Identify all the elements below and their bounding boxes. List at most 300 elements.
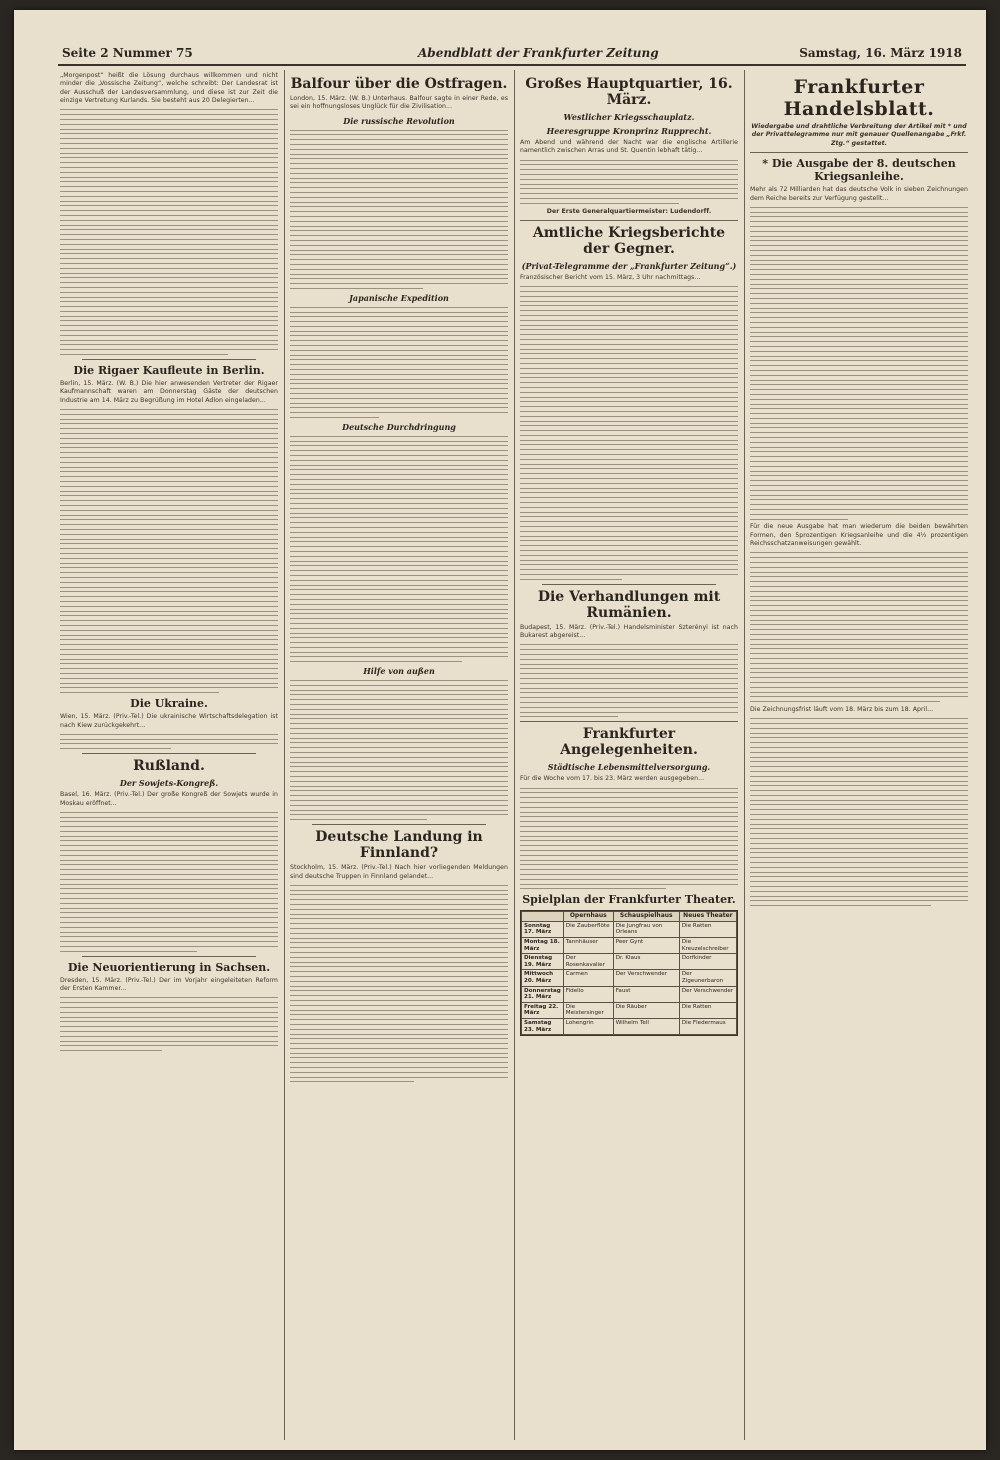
print-line xyxy=(60,330,278,331)
theatre-cell: Freitag 22. März xyxy=(522,1002,564,1018)
print-line xyxy=(520,468,738,469)
text-block xyxy=(60,409,278,693)
print-line xyxy=(750,279,968,280)
print-line xyxy=(520,840,738,841)
print-line xyxy=(60,476,278,477)
print-line xyxy=(60,1012,278,1013)
print-line xyxy=(750,360,968,361)
print-line xyxy=(520,339,738,340)
text-block xyxy=(520,788,738,890)
print-line xyxy=(290,1010,508,1011)
print-line xyxy=(290,144,508,145)
print-line xyxy=(60,292,278,293)
print-line xyxy=(60,826,278,827)
column-2 xyxy=(290,72,508,1438)
print-line xyxy=(290,728,508,729)
print-line xyxy=(290,633,508,634)
handelsblatt-subtitle: Wiedergabe und drahtliche Verbreitung der Artikel mit * und der Privattelegramme nur mit genauer Quellenangabe „Frkf. Ztg.“ gestattet. xyxy=(751,123,967,147)
print-line xyxy=(750,384,968,385)
print-line xyxy=(290,585,508,586)
print-line xyxy=(520,564,738,565)
print-line xyxy=(60,922,278,923)
print-line xyxy=(750,862,968,863)
theatre-cell: Dr. Klaus xyxy=(613,954,679,970)
print-line xyxy=(60,635,278,636)
print-line xyxy=(60,879,278,880)
theatre-cell: Die Jungfrau von Orleans xyxy=(613,921,679,937)
table-row xyxy=(522,1019,737,1035)
print-line xyxy=(60,821,278,822)
print-line xyxy=(290,1048,508,1049)
print-line xyxy=(60,908,278,909)
print-line xyxy=(290,957,508,958)
print-line xyxy=(60,850,278,851)
print-line xyxy=(60,673,278,674)
print-line xyxy=(290,388,508,389)
print-line xyxy=(520,879,738,880)
print-line xyxy=(750,891,968,892)
print-line xyxy=(290,933,508,934)
print-line xyxy=(520,864,738,865)
print-line xyxy=(750,668,968,669)
print-line xyxy=(290,465,508,466)
print-line xyxy=(60,932,278,933)
print-line xyxy=(290,1053,508,1054)
print-line xyxy=(60,234,278,235)
print-line xyxy=(60,620,278,621)
print-line xyxy=(750,663,968,664)
print-line xyxy=(290,197,508,198)
print-line xyxy=(520,344,738,345)
headline-frankfurt: Frankfurter Angelegenheiten. xyxy=(560,726,698,759)
print-line xyxy=(60,263,278,264)
print-line xyxy=(750,216,968,217)
print-line xyxy=(60,452,278,453)
print-line xyxy=(60,225,278,226)
print-line xyxy=(750,447,968,448)
print-line xyxy=(750,303,968,304)
print-line xyxy=(60,591,278,592)
print-line xyxy=(750,504,968,505)
print-line xyxy=(290,335,508,336)
print-line xyxy=(60,625,278,626)
print-line xyxy=(290,790,508,791)
print-line xyxy=(520,349,738,350)
print-line xyxy=(290,178,508,179)
print-line xyxy=(750,418,968,419)
print-line xyxy=(290,158,508,159)
print-line xyxy=(750,356,968,357)
print-line xyxy=(750,687,968,688)
print-line xyxy=(290,479,508,480)
print-line xyxy=(290,383,508,384)
print-line xyxy=(290,149,508,150)
print-line xyxy=(520,179,738,180)
print-line xyxy=(290,885,508,886)
print-line xyxy=(750,327,968,328)
print-line xyxy=(290,532,508,533)
print-line xyxy=(520,198,738,199)
theatre-cell: Tannhäuser xyxy=(563,938,613,954)
print-line xyxy=(290,340,508,341)
print-line xyxy=(290,187,508,188)
print-line xyxy=(60,869,278,870)
print-line xyxy=(520,560,738,561)
print-line xyxy=(290,216,508,217)
print-line xyxy=(750,514,968,515)
print-line xyxy=(60,678,278,679)
print-line xyxy=(750,833,968,834)
print-line xyxy=(520,406,738,407)
print-line xyxy=(750,298,968,299)
print-line xyxy=(60,438,278,439)
print-line xyxy=(750,413,968,414)
theatre-header: Schauspielhaus xyxy=(613,912,679,922)
theatre-cell: Carmen xyxy=(563,970,613,986)
print-line xyxy=(290,604,508,605)
print-line xyxy=(60,743,278,744)
article-sachsen: Dresden, 15. März. (Priv.-Tel.) Der im Vorjahr eingeleiteten Reform der Ersten Kammer... xyxy=(60,976,278,993)
print-line xyxy=(750,236,968,237)
print-line xyxy=(60,423,278,424)
print-line xyxy=(60,596,278,597)
print-line xyxy=(60,1021,278,1022)
print-line xyxy=(520,397,738,398)
print-line xyxy=(520,697,738,698)
print-line xyxy=(290,379,508,380)
print-line xyxy=(750,451,968,452)
theatre-cell: Fidelio xyxy=(563,986,613,1002)
theatre-table xyxy=(520,910,738,1036)
print-line xyxy=(290,952,508,953)
print-line xyxy=(750,221,968,222)
print-line xyxy=(290,561,508,562)
newspaper-page xyxy=(14,10,986,1450)
print-line xyxy=(750,733,968,734)
print-line xyxy=(750,648,968,649)
print-line xyxy=(290,154,508,155)
print-line xyxy=(290,613,508,614)
print-line xyxy=(290,259,508,260)
print-line xyxy=(290,182,508,183)
print-line xyxy=(750,332,968,333)
print-line xyxy=(60,639,278,640)
print-line xyxy=(520,164,738,165)
print-line xyxy=(60,491,278,492)
print-line xyxy=(750,620,968,621)
print-line xyxy=(750,692,968,693)
theatre-title: Spielplan der Frankfurter Theater. xyxy=(522,893,736,907)
print-line xyxy=(290,474,508,475)
print-line xyxy=(750,509,968,510)
print-line xyxy=(520,807,738,808)
page-number: Seite 2 Nummer 75 xyxy=(62,46,193,60)
print-line xyxy=(290,1072,508,1073)
print-line xyxy=(290,899,508,900)
print-line xyxy=(60,287,278,288)
text-block xyxy=(60,734,278,749)
theatre-header xyxy=(522,912,564,922)
print-line xyxy=(290,469,508,470)
print-line xyxy=(290,436,508,437)
article-gegner: Französischer Bericht vom 15. März, 3 Uhr nachmittags... xyxy=(520,273,701,281)
print-line xyxy=(520,305,738,306)
print-line xyxy=(60,1050,162,1051)
print-line xyxy=(290,1014,508,1015)
print-line xyxy=(60,649,278,650)
print-line xyxy=(520,673,738,674)
print-line xyxy=(520,286,738,287)
theatre-cell: Sonntag 17. März xyxy=(522,921,564,937)
print-line xyxy=(750,867,968,868)
print-line xyxy=(290,274,508,275)
print-line xyxy=(60,167,278,168)
text-block xyxy=(290,436,508,662)
print-line xyxy=(750,408,968,409)
print-line xyxy=(520,188,738,189)
print-line xyxy=(290,226,508,227)
print-line xyxy=(60,500,278,501)
theatre-cell: Wilhelm Tell xyxy=(613,1019,679,1035)
article-hauptquartier: Am Abend und während der Nacht war die englische Artillerie namentlich zwischen Arras und St. Quentin lebhaft tätig... xyxy=(520,139,738,155)
print-line xyxy=(750,696,968,697)
print-line xyxy=(520,692,738,693)
print-line xyxy=(290,690,508,691)
print-line xyxy=(60,447,278,448)
print-line xyxy=(60,548,278,549)
print-line xyxy=(60,927,278,928)
article-rumaenien: Budapest, 15. März. (Priv.-Tel.) Handelsminister Szterényi ist nach Bukarest abgereist... xyxy=(520,623,738,640)
print-line xyxy=(60,601,278,602)
print-line xyxy=(60,912,278,913)
print-line xyxy=(750,250,968,251)
subhead-revolution: Die russische Revolution xyxy=(343,115,455,126)
theatre-header: Neues Theater xyxy=(679,912,736,922)
print-line xyxy=(60,1007,278,1008)
print-line xyxy=(60,817,278,818)
print-line xyxy=(750,757,968,758)
print-line xyxy=(60,210,278,211)
print-line xyxy=(60,249,278,250)
print-line xyxy=(290,230,508,231)
print-line xyxy=(290,331,508,332)
print-line xyxy=(60,539,278,540)
print-line xyxy=(750,461,968,462)
print-line xyxy=(60,812,278,813)
print-line xyxy=(290,918,508,919)
subhead-gegner: (Privat-Telegramme der „Frankfurter Zeitung“.) xyxy=(521,260,737,271)
print-line xyxy=(520,668,738,669)
print-line xyxy=(60,273,278,274)
print-line xyxy=(290,163,508,164)
headline-rigaer: Die Rigaer Kaufleute in Berlin. xyxy=(73,364,265,378)
print-line xyxy=(290,810,508,811)
print-line xyxy=(290,484,508,485)
print-line xyxy=(520,387,738,388)
print-line xyxy=(290,503,508,504)
print-line xyxy=(60,229,278,230)
text-block xyxy=(750,552,968,702)
print-line xyxy=(290,909,508,910)
print-line xyxy=(60,510,278,511)
print-line xyxy=(750,375,968,376)
print-line xyxy=(60,917,278,918)
text-block xyxy=(290,307,508,418)
print-line xyxy=(290,1000,508,1001)
print-line xyxy=(520,507,738,508)
print-line xyxy=(60,282,278,283)
print-line xyxy=(60,898,278,899)
text-block xyxy=(60,997,278,1051)
print-line xyxy=(60,734,278,735)
theatre-cell: Die Kreuzelschreiber xyxy=(679,938,736,954)
print-line xyxy=(290,168,508,169)
print-line xyxy=(750,615,968,616)
text-block xyxy=(290,885,508,1083)
print-line xyxy=(750,423,968,424)
print-line xyxy=(60,340,278,341)
print-line xyxy=(750,843,968,844)
print-line xyxy=(290,1005,508,1006)
print-line xyxy=(750,231,968,232)
print-line xyxy=(290,1019,508,1020)
print-line xyxy=(60,1017,278,1018)
print-line xyxy=(750,785,968,786)
print-line xyxy=(750,264,968,265)
print-line xyxy=(750,226,968,227)
print-line xyxy=(520,702,738,703)
print-line xyxy=(60,577,278,578)
print-line xyxy=(520,497,738,498)
column-3 xyxy=(520,72,738,1438)
print-line xyxy=(290,656,508,657)
print-line xyxy=(750,432,968,433)
theatre-cell: Montag 18. März xyxy=(522,938,564,954)
print-line xyxy=(290,283,508,284)
print-line xyxy=(60,836,278,837)
print-line xyxy=(60,316,278,317)
headline-russland: Rußland. xyxy=(133,758,205,775)
print-line xyxy=(750,644,968,645)
print-line xyxy=(290,580,508,581)
print-line xyxy=(60,572,278,573)
print-line xyxy=(60,467,278,468)
print-line xyxy=(520,363,738,364)
print-line xyxy=(520,526,738,527)
print-line xyxy=(60,201,278,202)
print-line xyxy=(60,114,278,115)
article-ukraine: Wien, 15. März. (Priv.-Tel.) Die ukrainische Wirtschaftsdelegation ist nach Kiew zurückgekehrt... xyxy=(60,713,278,729)
theatre-cell: Der Rosenkavalier xyxy=(563,954,613,970)
column-rule xyxy=(744,70,745,1440)
print-line xyxy=(520,310,738,311)
print-line xyxy=(60,335,278,336)
print-line xyxy=(750,896,968,897)
print-line xyxy=(290,445,508,446)
print-line xyxy=(60,119,278,120)
print-line xyxy=(750,742,968,743)
print-line xyxy=(290,240,508,241)
print-line xyxy=(60,1041,278,1042)
text-block xyxy=(520,644,738,717)
print-line xyxy=(60,903,278,904)
theatre-cell: Die Meistersinger xyxy=(563,1002,613,1018)
subhead-lebensmittel: Städtische Lebensmittelversorgung. xyxy=(547,762,711,773)
print-line xyxy=(520,683,738,684)
print-line xyxy=(60,860,278,861)
print-line xyxy=(60,864,278,865)
print-line xyxy=(750,701,940,702)
print-line xyxy=(750,677,968,678)
print-line xyxy=(750,781,968,782)
print-line xyxy=(290,450,508,451)
print-line xyxy=(60,297,278,298)
print-line xyxy=(290,1062,508,1063)
print-line xyxy=(60,739,278,740)
print-line xyxy=(290,757,508,758)
print-line xyxy=(290,1024,508,1025)
print-line xyxy=(520,444,738,445)
print-line xyxy=(750,245,968,246)
print-line xyxy=(290,938,508,939)
print-line xyxy=(750,499,968,500)
print-line xyxy=(750,317,968,318)
subhead-rupprecht: Heeresgruppe Kronprinz Rupprecht. xyxy=(546,126,712,136)
print-line xyxy=(520,464,738,465)
print-line xyxy=(290,966,508,967)
print-line xyxy=(290,995,508,996)
print-line xyxy=(290,738,508,739)
print-line xyxy=(520,831,738,832)
print-line xyxy=(750,629,968,630)
print-line xyxy=(290,307,508,308)
print-line xyxy=(290,694,508,695)
print-line xyxy=(290,288,423,289)
text-block xyxy=(520,286,738,580)
print-line xyxy=(60,268,278,269)
print-line xyxy=(60,888,278,889)
print-line xyxy=(290,647,508,648)
article-finnland: Stockholm, 15. März. (Priv.-Tel.) Nach hier vorliegenden Meldungen sind deutsche Truppen in Finnland gelandet... xyxy=(290,864,508,880)
text-block xyxy=(290,680,508,820)
print-line xyxy=(290,264,508,265)
print-line xyxy=(750,471,968,472)
text-block xyxy=(60,109,278,355)
print-line xyxy=(750,442,968,443)
print-line xyxy=(520,334,738,335)
print-line xyxy=(60,162,278,163)
print-line xyxy=(290,699,508,700)
print-line xyxy=(750,380,968,381)
print-line xyxy=(60,239,278,240)
print-line xyxy=(520,353,738,354)
print-line xyxy=(750,624,968,625)
print-line xyxy=(520,421,738,422)
print-line xyxy=(290,589,508,590)
print-line xyxy=(60,486,278,487)
print-line xyxy=(60,354,228,355)
print-line xyxy=(520,521,738,522)
print-line xyxy=(520,459,738,460)
subhead-hilfe: Hilfe von außen xyxy=(363,666,435,677)
print-line xyxy=(60,471,278,472)
print-line xyxy=(60,524,278,525)
print-line xyxy=(290,489,508,490)
print-line xyxy=(520,644,738,645)
print-line xyxy=(520,802,738,803)
headline-kriegsanleihe: * Die Ausgabe der 8. deutschen Kriegsanleihe. xyxy=(762,157,956,184)
print-line xyxy=(750,260,968,261)
